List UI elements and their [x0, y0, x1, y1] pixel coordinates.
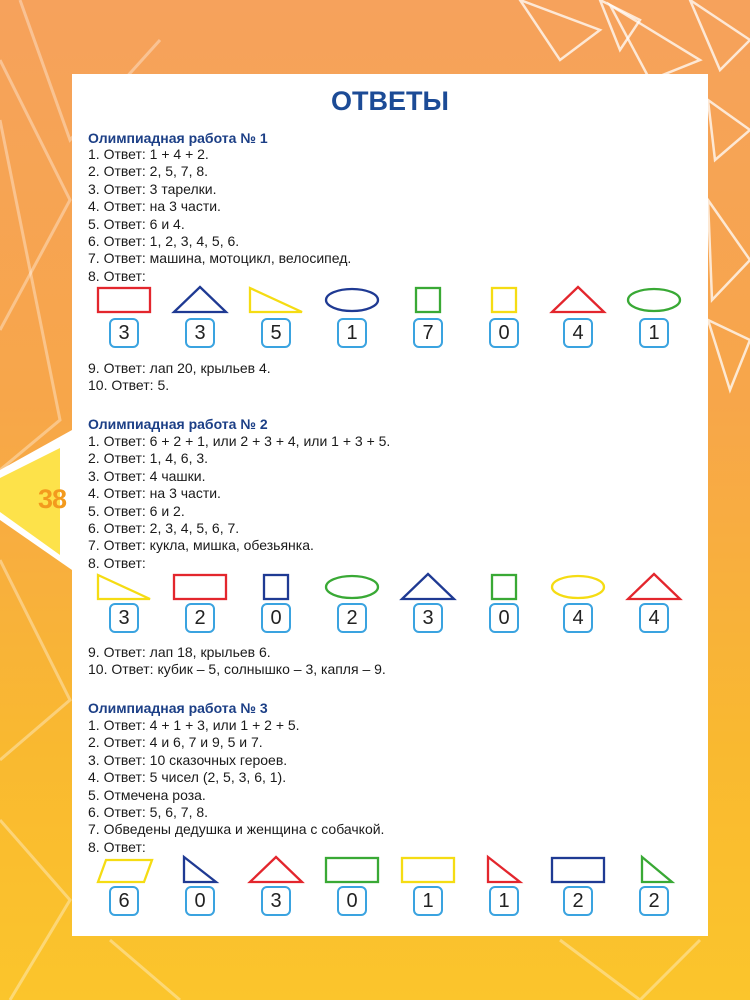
answer-item: 1. Ответ: 1 + 4 + 2. [88, 146, 209, 162]
shape-figure [162, 852, 238, 888]
page-title: ОТВЕТЫ [331, 86, 449, 116]
number-box: 0 [489, 318, 519, 348]
red-rectangle-shape [98, 288, 150, 312]
number-box: 1 [337, 318, 367, 348]
shape-figure [466, 282, 542, 318]
number-box: 1 [639, 318, 669, 348]
page-number: 38 [38, 484, 67, 514]
shape-figure [86, 852, 162, 888]
green-square-shape [492, 575, 516, 599]
yellow-parallelogram-shape [98, 860, 152, 882]
shape-cell [466, 852, 542, 888]
answer-list-2 [88, 433, 390, 572]
shape-figure [390, 282, 466, 318]
shape-cell [162, 569, 238, 605]
answers-page [72, 74, 708, 936]
shape-figure [238, 569, 314, 605]
yellow-right-triangle-shape [250, 288, 302, 312]
answer-list-2b [88, 644, 386, 679]
red-triangle-shape [250, 857, 302, 882]
answer-item: 4. Ответ: на 3 части. [88, 485, 221, 502]
answer-item: 1. Ответ: 4 + 1 + 3, или 1 + 2 + 5. [88, 717, 300, 733]
shape-cell [540, 852, 616, 888]
answer-item: 10. Ответ: 5. [88, 377, 170, 394]
shape-figure [86, 569, 162, 605]
answer-item: 6. Ответ: 5, 6, 7, 8. [88, 803, 209, 820]
yellow-right-triangle-shape [98, 575, 150, 599]
answer-item: 3. Ответ: 3 тарелки. [88, 180, 217, 197]
answer-item: 7. Обведены дедушка и женщина с собачкой. [88, 821, 385, 838]
number-box: 2 [563, 886, 593, 916]
shape-figure [616, 569, 692, 605]
answer-item: 2. Ответ: 4 и 6, 7 и 9, 5 и 7. [88, 734, 263, 751]
red-triangle-shape [552, 287, 604, 312]
green-square-shape [416, 288, 440, 312]
shape-cell [466, 569, 542, 605]
answer-item: 4. Ответ: на 3 части. [88, 198, 221, 215]
shape-cell [466, 282, 542, 318]
number-box: 0 [337, 886, 367, 916]
answer-item: 4. Ответ: 5 чисел (2, 5, 3, 6, 1). [88, 769, 287, 786]
number-boxes-3 [72, 886, 708, 918]
blue-square-shape [264, 575, 288, 599]
number-box: 4 [563, 318, 593, 348]
shape-cell [616, 569, 692, 605]
shape-cell [390, 282, 466, 318]
green-right-triangle-flip-shape [642, 857, 672, 882]
green-rectangle-shape [326, 858, 378, 882]
blue-ellipse-shape [326, 289, 378, 311]
shape-cell [314, 852, 390, 888]
blue-rectangle-shape [552, 858, 604, 882]
number-box: 3 [109, 318, 139, 348]
shape-cell [86, 569, 162, 605]
shape-figure [390, 569, 466, 605]
shape-figure [238, 282, 314, 318]
number-box: 3 [185, 318, 215, 348]
shape-figure [162, 282, 238, 318]
shape-figure [238, 852, 314, 888]
answer-item: 5. Ответ: 6 и 4. [88, 215, 185, 232]
yellow-ellipse-shape [552, 576, 604, 598]
shape-figure [616, 852, 692, 888]
number-box: 0 [185, 886, 215, 916]
shape-cell [616, 282, 692, 318]
shape-cell [390, 569, 466, 605]
shape-figure [540, 852, 616, 888]
answer-item: 10. Ответ: кубик – 5, солнышко – 3, капля – 9. [88, 661, 386, 678]
shape-figure [314, 282, 390, 318]
shape-figure [466, 569, 542, 605]
section-title-3: Олимпиадная работа № 3 [88, 700, 268, 716]
number-box: 5 [261, 318, 291, 348]
section-title-1: Олимпиадная работа № 1 [88, 130, 268, 146]
shape-figure [466, 852, 542, 888]
answer-item: 8. Ответ: [88, 554, 146, 571]
section-title-2: Олимпиадная работа № 2 [88, 416, 268, 432]
shape-cell [238, 569, 314, 605]
number-box: 4 [639, 603, 669, 633]
number-box: 1 [413, 886, 443, 916]
answer-item: 8. Ответ: [88, 838, 146, 855]
shape-cell [238, 282, 314, 318]
yellow-rectangle-shape [402, 858, 454, 882]
number-box: 4 [563, 603, 593, 633]
number-box: 1 [489, 886, 519, 916]
shape-figure [314, 569, 390, 605]
blue-triangle-shape [402, 574, 454, 599]
answer-item: 3. Ответ: 10 сказочных героев. [88, 751, 288, 768]
number-box: 2 [337, 603, 367, 633]
blue-triangle-shape [174, 287, 226, 312]
answer-item: 2. Ответ: 1, 4, 6, 3. [88, 450, 209, 467]
answer-item: 3. Ответ: 4 чашки. [88, 467, 206, 484]
answer-item: 9. Ответ: лап 18, крыльев 6. [88, 644, 271, 660]
red-right-triangle-tall-shape [488, 857, 520, 882]
answer-item: 9. Ответ: лап 20, крыльев 4. [88, 360, 271, 376]
number-box: 3 [413, 603, 443, 633]
number-box: 2 [185, 603, 215, 633]
shape-cell [86, 282, 162, 318]
shape-figure [540, 569, 616, 605]
shapes-row-1 [72, 282, 708, 322]
answer-item: 5. Отмечена роза. [88, 786, 206, 803]
shape-figure [390, 852, 466, 888]
answer-item: 7. Ответ: машина, мотоцикл, велосипед. [88, 250, 352, 267]
green-ellipse-shape [628, 289, 680, 311]
answer-item: 2. Ответ: 2, 5, 7, 8. [88, 163, 209, 180]
number-box: 6 [109, 886, 139, 916]
answer-list-1 [88, 146, 351, 285]
number-box: 3 [261, 886, 291, 916]
answer-item: 5. Ответ: 6 и 2. [88, 502, 185, 519]
number-box: 7 [413, 318, 443, 348]
red-triangle-shape [628, 574, 680, 599]
shape-cell [540, 282, 616, 318]
shape-cell [540, 569, 616, 605]
shape-figure [162, 569, 238, 605]
number-box: 0 [489, 603, 519, 633]
number-box: 0 [261, 603, 291, 633]
answer-list-3 [88, 717, 384, 856]
shape-cell [86, 852, 162, 888]
answer-item: 6. Ответ: 1, 2, 3, 4, 5, 6. [88, 232, 240, 249]
shape-figure [616, 282, 692, 318]
shape-cell [162, 282, 238, 318]
yellow-square-shape [492, 288, 516, 312]
shape-cell [162, 852, 238, 888]
shape-cell [238, 852, 314, 888]
answer-item: 8. Ответ: [88, 267, 146, 284]
number-boxes-2 [72, 603, 708, 635]
answer-item: 6. Ответ: 2, 3, 4, 5, 6, 7. [88, 519, 240, 536]
shape-figure [314, 852, 390, 888]
shape-cell [390, 852, 466, 888]
shape-figure [86, 282, 162, 318]
shape-cell [314, 569, 390, 605]
blue-right-triangle-tall-shape [184, 857, 216, 882]
shape-cell [314, 282, 390, 318]
number-boxes-1 [72, 318, 708, 350]
green-ellipse-shape [326, 576, 378, 598]
answer-list-1b [88, 360, 271, 395]
shape-figure [540, 282, 616, 318]
answer-item: 7. Ответ: кукла, мишка, обезьянка. [88, 537, 314, 554]
number-box: 3 [109, 603, 139, 633]
number-box: 2 [639, 886, 669, 916]
red-rectangle-shape [174, 575, 226, 599]
answer-item: 1. Ответ: 6 + 2 + 1, или 2 + 3 + 4, или 1 + 3 + 5. [88, 433, 391, 449]
shape-cell [616, 852, 692, 888]
